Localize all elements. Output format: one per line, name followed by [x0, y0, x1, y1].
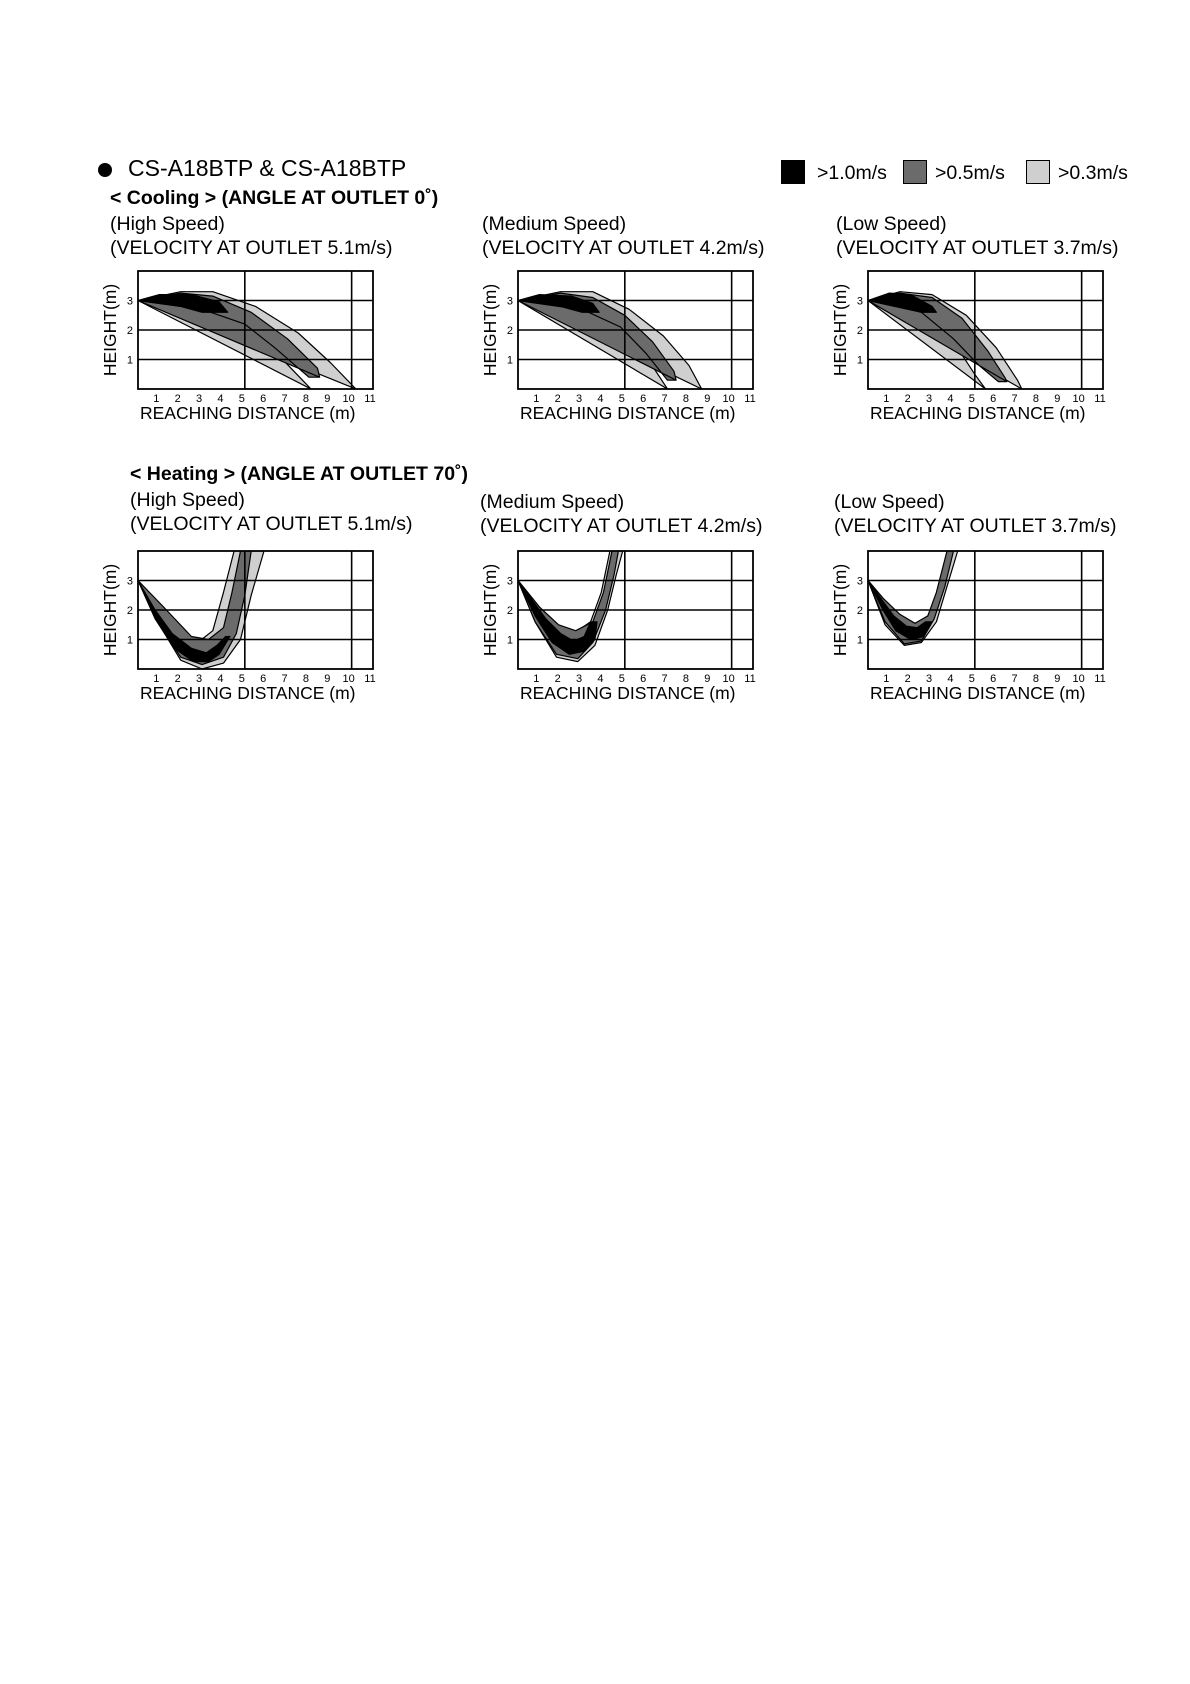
x-tick-label: 6 [260, 393, 267, 405]
x-tick-label: 11 [744, 393, 756, 405]
x-tick-label: 4 [947, 393, 954, 405]
x-tick-label: 7 [281, 393, 288, 405]
heating-high-chart [100, 545, 380, 705]
x-tick-label: 2 [904, 673, 911, 685]
x-tick-label: 7 [661, 673, 668, 685]
panel-velocity-label: (VELOCITY AT OUTLET 3.7m/s) [834, 515, 1117, 537]
y-axis-label: HEIGHT(m) [100, 283, 120, 377]
x-tick-label: 6 [990, 673, 997, 685]
y-tick-label: 2 [506, 325, 513, 337]
y-tick-label: 2 [126, 605, 133, 617]
cooling-high-chart [100, 265, 380, 425]
x-tick-label: 8 [1032, 673, 1039, 685]
y-tick-label: 1 [856, 634, 863, 647]
heating-low-chart [830, 545, 1110, 705]
x-tick-label: 7 [1011, 393, 1018, 405]
x-tick-label: 11 [364, 393, 376, 405]
x-axis-label: REACHING DISTANCE (m) [870, 403, 1086, 423]
x-tick-label: 3 [196, 673, 203, 685]
x-tick-label: 2 [174, 393, 181, 405]
y-tick-label: 2 [856, 325, 863, 337]
x-tick-label: 9 [704, 393, 711, 405]
x-tick-label: 10 [342, 673, 355, 685]
x-tick-label: 9 [704, 673, 711, 685]
x-tick-label: 6 [640, 393, 647, 405]
legend-label-fast: >1.0m/s [817, 162, 887, 184]
y-tick-label: 3 [126, 295, 133, 308]
x-tick-label: 1 [883, 393, 890, 405]
panel-velocity-label: (VELOCITY AT OUTLET 5.1m/s) [110, 237, 393, 259]
x-tick-label: 2 [554, 393, 561, 405]
y-tick-label: 3 [506, 295, 513, 308]
x-tick-label: 5 [618, 673, 625, 685]
y-axis-label: HEIGHT(m) [830, 563, 850, 657]
x-tick-label: 1 [533, 393, 540, 405]
legend-swatch-medium [903, 160, 927, 184]
panel-speed-label: (Low Speed) [834, 491, 945, 513]
legend-label-medium: >0.5m/s [935, 162, 1005, 184]
x-tick-label: 8 [302, 393, 309, 405]
x-tick-label: 10 [722, 393, 735, 405]
x-tick-label: 2 [554, 673, 561, 685]
x-tick-label: 6 [260, 673, 267, 685]
x-tick-label: 7 [281, 673, 288, 685]
y-tick-label: 1 [506, 354, 513, 367]
legend-swatch-fast [781, 160, 805, 184]
y-tick-label: 3 [126, 575, 133, 588]
y-tick-label: 1 [856, 354, 863, 367]
x-tick-label: 11 [1094, 393, 1106, 405]
x-tick-label: 7 [1011, 673, 1018, 685]
x-tick-label: 9 [324, 673, 331, 685]
x-tick-label: 1 [153, 673, 160, 685]
panel-velocity-label: (VELOCITY AT OUTLET 3.7m/s) [836, 237, 1119, 259]
x-tick-label: 4 [597, 673, 604, 685]
y-tick-label: 2 [126, 325, 133, 337]
x-tick-label: 6 [990, 393, 997, 405]
x-axis-label: REACHING DISTANCE (m) [870, 683, 1086, 703]
y-tick-label: 3 [506, 575, 513, 588]
x-tick-label: 2 [904, 393, 911, 405]
heating-medium-chart [480, 545, 760, 705]
panel-speed-label: (High Speed) [130, 489, 245, 511]
y-axis-label: HEIGHT(m) [100, 563, 120, 657]
x-tick-label: 10 [1072, 393, 1085, 405]
x-tick-label: 10 [342, 393, 355, 405]
x-tick-label: 1 [883, 673, 890, 685]
panel-speed-label: (Low Speed) [836, 213, 947, 235]
cooling-medium-chart [480, 265, 760, 425]
y-axis-label: HEIGHT(m) [480, 563, 500, 657]
panel-speed-label: (Medium Speed) [480, 491, 625, 513]
x-tick-label: 8 [682, 673, 689, 685]
x-tick-label: 5 [968, 673, 975, 685]
x-tick-label: 1 [153, 393, 160, 405]
x-tick-label: 2 [174, 673, 181, 685]
x-tick-label: 4 [597, 393, 604, 405]
x-tick-label: 5 [968, 393, 975, 405]
x-tick-label: 4 [217, 393, 224, 405]
y-axis-label: HEIGHT(m) [480, 283, 500, 377]
x-tick-label: 7 [661, 393, 668, 405]
y-tick-label: 1 [126, 634, 133, 647]
x-tick-label: 5 [238, 673, 245, 685]
panel-speed-label: (Medium Speed) [482, 213, 627, 235]
x-tick-label: 3 [576, 673, 583, 685]
x-tick-label: 11 [744, 673, 756, 685]
section-title-cooling: < Cooling > (ANGLE AT OUTLET 0˚) [110, 187, 439, 209]
x-tick-label: 8 [302, 673, 309, 685]
x-tick-label: 10 [722, 673, 735, 685]
x-tick-label: 8 [1032, 393, 1039, 405]
cooling-low-chart [830, 265, 1110, 425]
x-axis-label: REACHING DISTANCE (m) [140, 403, 356, 423]
legend-swatch-slow [1026, 160, 1050, 184]
x-axis-label: REACHING DISTANCE (m) [140, 683, 356, 703]
x-tick-label: 3 [926, 673, 933, 685]
y-tick-label: 1 [506, 634, 513, 647]
bullet-icon [98, 163, 112, 177]
x-axis-label: REACHING DISTANCE (m) [520, 403, 736, 423]
x-tick-label: 5 [238, 393, 245, 405]
y-tick-label: 1 [126, 354, 133, 367]
y-tick-label: 2 [856, 605, 863, 617]
x-tick-label: 11 [1094, 673, 1106, 685]
x-tick-label: 10 [1072, 673, 1085, 685]
x-tick-label: 1 [533, 673, 540, 685]
x-tick-label: 9 [1054, 393, 1061, 405]
x-tick-label: 4 [947, 673, 954, 685]
x-tick-label: 5 [618, 393, 625, 405]
x-tick-label: 9 [1054, 673, 1061, 685]
y-tick-label: 2 [506, 605, 513, 617]
section-title-heating: < Heating > (ANGLE AT OUTLET 70˚) [130, 463, 469, 485]
y-tick-label: 3 [856, 575, 863, 588]
velocity-region-2 [518, 581, 597, 655]
x-tick-label: 6 [640, 673, 647, 685]
x-tick-label: 3 [926, 393, 933, 405]
panel-velocity-label: (VELOCITY AT OUTLET 5.1m/s) [130, 513, 413, 535]
x-tick-label: 8 [682, 393, 689, 405]
panel-velocity-label: (VELOCITY AT OUTLET 4.2m/s) [480, 515, 763, 537]
model-title: CS-A18BTP & CS-A18BTP [128, 155, 407, 181]
x-tick-label: 3 [576, 393, 583, 405]
x-tick-label: 3 [196, 393, 203, 405]
x-tick-label: 11 [364, 673, 376, 685]
y-tick-label: 3 [856, 295, 863, 308]
x-tick-label: 9 [324, 393, 331, 405]
x-axis-label: REACHING DISTANCE (m) [520, 683, 736, 703]
panel-speed-label: (High Speed) [110, 213, 225, 235]
legend-label-slow: >0.3m/s [1058, 162, 1128, 184]
panel-velocity-label: (VELOCITY AT OUTLET 4.2m/s) [482, 237, 765, 259]
x-tick-label: 4 [217, 673, 224, 685]
y-axis-label: HEIGHT(m) [830, 283, 850, 377]
